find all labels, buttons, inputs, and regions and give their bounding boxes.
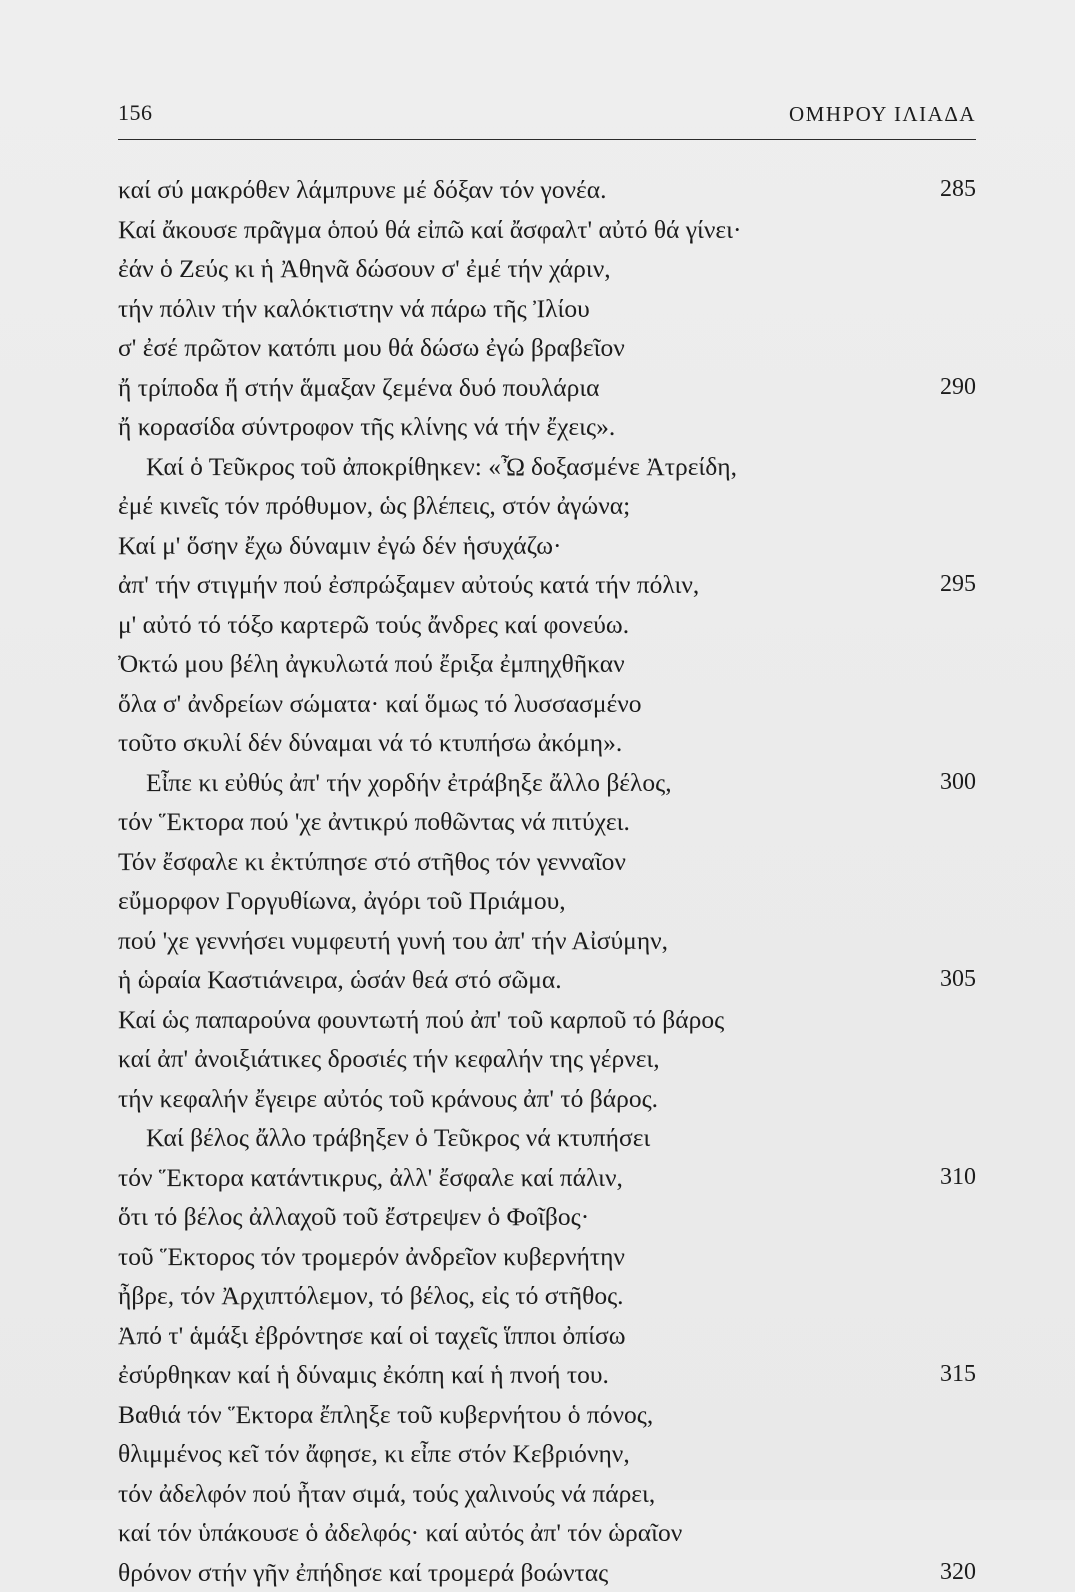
verse-line	[118, 249, 976, 289]
verse-line	[118, 644, 976, 684]
verse-line	[118, 1197, 976, 1237]
page-header	[118, 94, 976, 134]
verse-line	[118, 328, 976, 368]
verse-line	[118, 526, 976, 566]
verse-text: μ' αὐτό τό τόξο καρτερῶ τούς ἄνδρες καί φονεύω.	[118, 605, 629, 645]
verse-text: καί ἀπ' ἀνοιξιάτικες δροσιές τήν κεφαλήν της γέρνει,	[118, 1039, 660, 1079]
verse-number: 320	[940, 1553, 976, 1592]
verse-text: Καί μ' ὅσην ἔχω δύναμιν ἐγώ δέν ἡσυχάζω·	[118, 526, 562, 566]
verse-text: θλιμμένος κεῖ τόν ἄφησε, κι εἶπε στόν Κεβριόνην,	[118, 1434, 630, 1474]
verse-text: σ' ἐσέ πρῶτον κατόπι μου θά δώσω ἐγώ βραβεῖον	[118, 328, 625, 368]
verse-text: καί σύ μακρόθεν λάμπρυνε μέ δόξαν τόν γονέα.	[118, 170, 606, 210]
verse-line	[118, 723, 976, 763]
verse-text: ἦβρε, τόν Ἀρχιπτόλεμον, τό βέλος, εἰς τό στῆθος.	[118, 1276, 624, 1316]
verse-text: ὅλα σ' ἀνδρείων σώματα· καί ὅμως τό λυσσασμένο	[118, 684, 642, 724]
verse-line	[118, 565, 976, 605]
verse-list	[118, 170, 976, 1592]
verse-line	[118, 1513, 976, 1553]
verse-text: ὅτι τό βέλος ἀλλαχοῦ τοῦ ἔστρεψεν ὁ Φοῖβος·	[118, 1197, 589, 1237]
verse-line	[118, 684, 976, 724]
verse-line	[118, 1395, 976, 1435]
verse-number: 315	[940, 1355, 976, 1395]
verse-text: τήν πόλιν τήν καλόκτιστην νά πάρω τῆς Ἰλίου	[118, 289, 590, 329]
verse-text: Τόν ἔσφαλε κι ἐκτύπησε στό στῆθος τόν γενναῖον	[118, 842, 626, 882]
page-number: 156	[118, 100, 153, 126]
verse-line	[118, 1355, 976, 1395]
verse-line	[118, 802, 976, 842]
verse-text: ἀπ' τήν στιγμήν πού ἐσπρώξαμεν αὐτούς κατά τήν πόλιν,	[118, 565, 699, 605]
verse-text: τήν κεφαλήν ἔγειρε αὐτός τοῦ κράνους ἀπ' τό βάρος.	[118, 1079, 658, 1119]
verse-line	[118, 605, 976, 645]
verse-text: τόν ἀδελφόν πού ἦταν σιμά, τούς χαλινούς νά πάρει,	[118, 1474, 655, 1514]
verse-text: Καί ὁ Τεῦκρος τοῦ ἀποκρίθηκεν: «Ὦ δοξασμένε Ἀτρείδη,	[146, 447, 737, 487]
verse-text: καί τόν ὑπάκουσε ὁ ἀδελφός· καί αὐτός ἀπ' τόν ὡραῖον	[118, 1513, 682, 1553]
verse-number: 285	[940, 170, 976, 210]
verse-text: Βαθιά τόν Ἕκτορα ἔπληξε τοῦ κυβερνήτου ὁ πόνος,	[118, 1395, 653, 1435]
verse-text: τοῦτο σκυλί δέν δύναμαι νά τό κτυπήσω ἀκόμη».	[118, 723, 622, 763]
verse-text: ἡ ὡραία Καστιάνειρα, ὡσάν θεά στό σῶμα.	[118, 960, 562, 1000]
verse-text: ἐσύρθηκαν καί ἡ δύναμις ἐκόπη καί ἡ πνοή του.	[118, 1355, 609, 1395]
verse-text: ἤ τρίποδα ἤ στήν ἅμαξαν ζεμένα δυό πουλάρια	[118, 368, 600, 408]
verse-line	[118, 170, 976, 210]
verse-text: εὔμορφον Γοργυθίωνα, ἀγόρι τοῦ Πριάμου,	[118, 881, 566, 921]
verse-text: τοῦ Ἕκτορος τόν τρομερόν ἀνδρεῖον κυβερνήτην	[118, 1237, 625, 1277]
verse-text: θρόνον στήν γῆν ἐπήδησε καί τρομερά βοώντας	[118, 1553, 608, 1592]
verse-line	[118, 1553, 976, 1592]
verse-line	[118, 1434, 976, 1474]
verse-text: πού 'χε γεννήσει νυμφευτή γυνή του ἀπ' τήν Αἰσύμην,	[118, 921, 668, 961]
verse-line	[118, 1276, 976, 1316]
verse-line	[118, 1000, 976, 1040]
verse-line	[118, 289, 976, 329]
verse-line	[118, 1158, 976, 1198]
verse-text: Ἀπό τ' ἁμάξι ἐβρόντησε καί οἱ ταχεῖς ἵπποι ὀπίσω	[118, 1316, 626, 1356]
verse-number: 305	[940, 960, 976, 1000]
verse-line	[118, 368, 976, 408]
verse-text: Ὀκτώ μου βέλη ἀγκυλωτά πού ἔριξα ἐμπηχθῆκαν	[118, 644, 625, 684]
verse-line	[118, 447, 976, 487]
verse-line	[118, 881, 976, 921]
verse-line	[118, 921, 976, 961]
verse-text: ἤ κορασίδα σύντροφον τῆς κλίνης νά τήν ἔχεις».	[118, 407, 615, 447]
verse-number: 295	[940, 565, 976, 605]
verse-text: Καί βέλος ἄλλο τράβηξεν ὁ Τεῦκρος νά κτυπήσει	[146, 1118, 650, 1158]
verse-text: τόν Ἕκτορα κατάντικρυς, ἀλλ' ἔσφαλε καί πάλιν,	[118, 1158, 623, 1198]
verse-line	[118, 210, 976, 250]
verse-line	[118, 1079, 976, 1119]
verse-line	[118, 1118, 976, 1158]
verse-text: ἐάν ὁ Ζεύς κι ἡ Ἀθηνᾶ δώσουν σ' ἐμέ τήν χάριν,	[118, 249, 611, 289]
verse-line	[118, 1237, 976, 1277]
header-rule	[118, 139, 976, 140]
verse-line	[118, 407, 976, 447]
verse-line	[118, 1474, 976, 1514]
verse-text: Καί ὡς παπαρούνα φουντωτή πού ἀπ' τοῦ καρποῦ τό βάρος	[118, 1000, 724, 1040]
running-title: ΟΜΗΡΟΥ ΙΛΙΑΔΑ	[789, 102, 976, 127]
verse-number: 290	[940, 368, 976, 408]
verse-text: Καί ἄκουσε πρᾶγμα ὁπού θά εἰπῶ καί ἄσφαλτ' αὐτό θά γίνει·	[118, 210, 742, 250]
verse-text: ἐμέ κινεῖς τόν πρόθυμον, ὡς βλέπεις, στόν ἀγώνα;	[118, 486, 630, 526]
verse-line	[118, 1039, 976, 1079]
verse-number: 310	[940, 1158, 976, 1198]
verse-line	[118, 960, 976, 1000]
verse-number: 300	[940, 763, 976, 803]
verse-text: Εἶπε κι εὐθύς ἀπ' τήν χορδήν ἐτράβηξε ἄλλο βέλος,	[146, 763, 672, 803]
verse-line	[118, 1316, 976, 1356]
verse-line	[118, 763, 976, 803]
verse-text: τόν Ἕκτορα πού 'χε ἀντικρύ ποθῶντας νά πιτύχει.	[118, 802, 630, 842]
verse-line	[118, 842, 976, 882]
verse-line	[118, 486, 976, 526]
